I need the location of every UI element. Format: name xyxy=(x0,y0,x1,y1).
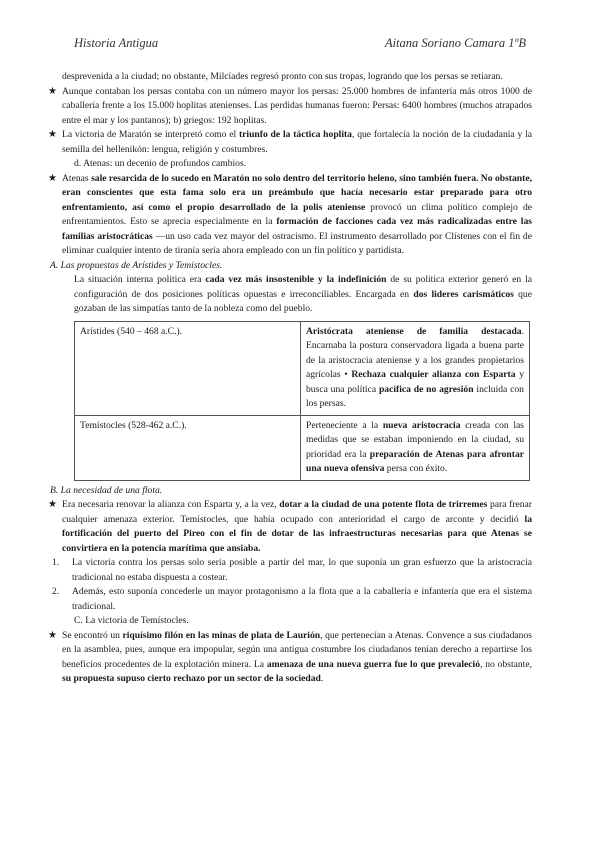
text-run: . xyxy=(320,673,324,684)
subsection-heading-c: C. La victoria de Temístocles. xyxy=(74,615,189,626)
text-run: Era necesaria renovar la alianza con Esparta y, a la vez, xyxy=(62,499,280,510)
text-run: Perteneciente a la xyxy=(306,419,383,431)
star-bullet-icon: ★ xyxy=(48,629,57,641)
text-run: provocó un clima político complejo de enfrentamientos. Esto se aprecia especialmente en la xyxy=(62,201,532,227)
text-run: de su política exterior generó en la configuración de dos posiciones políticas opuestas e irreconciliables. Encargada en xyxy=(74,274,532,300)
text-run: , que pertenecían a Atenas. Convence a sus ciudadanos en la asamblea, pues, aunque era impopular, según una antigua costumbre los ciudadanos tenían derecho a repartirse los beneficios procedentes de la explotación minera. La xyxy=(62,629,532,670)
text-run: creada con las medidas que se estaban imponiendo en la ciudad, su prioridad era la xyxy=(306,419,525,460)
table-cell-leader-description xyxy=(301,321,530,415)
list-number: 1. xyxy=(52,557,60,568)
bold-run: riquísimo filón en las minas de plata de Laurión xyxy=(122,629,321,641)
numbered-item-2 xyxy=(46,585,532,614)
bold-run: formación de facciones cada vez más radicalizadas entre las familias aristocráticas xyxy=(62,216,532,242)
text-run: y busca una política xyxy=(306,369,524,395)
list-text: La victoria contra los persas solo sería posible a partir del mar, lo que suponía un gran esfuerzo que la aristocracia tradicional no estaba dispuesta a costear. xyxy=(72,557,532,583)
header-course-title: Historia Antigua xyxy=(74,36,159,50)
list-text: Además, esto suponía concederle un mayor protagonismo a la flota que a la caballería e infantería que era el sistema tradicional. xyxy=(72,586,532,612)
bullet-item-army-size xyxy=(46,85,532,129)
text-run: , que fortalecía la noción de la ciudadanía y la semilla del hellenikón: lengua, religión y costumbres. xyxy=(62,129,532,155)
header-author: Aitana Soriano Camara 1ºB xyxy=(384,36,526,50)
paragraph-continuation: desprevenida a la ciudad; no obstante, Milcíades regresó pronto con sus tropas, logrando que los persas se retiaran. xyxy=(62,71,503,82)
numbered-item-1 xyxy=(46,556,532,585)
text-run: La situación interna política era xyxy=(74,274,206,285)
star-bullet-icon: ★ xyxy=(48,85,57,97)
text-run: para frenar cualquier amenaza exterior. Temístocles, que había ocupado con anterioridad el cargo de arconte y decidió xyxy=(62,499,532,525)
text-run: La victoria de Maratón se interpretó como el xyxy=(62,129,239,140)
bold-run: dos lideres carismáticos xyxy=(413,288,514,300)
bold-run: pacífica de no agresión xyxy=(378,383,474,395)
text-run: Se encontró un xyxy=(62,629,123,641)
paragraph-political-situation xyxy=(46,273,532,317)
table-cell-leader-description xyxy=(301,415,530,480)
bold-run: preparación de Atenas para afrontar una nueva ofensiva xyxy=(306,448,524,474)
bold-run: cada vez más insostenible y la indefinición xyxy=(205,274,387,285)
star-bullet-icon: ★ xyxy=(48,499,57,510)
bold-run: amenaza de una nueva guerra fue lo que prevaleció xyxy=(266,658,480,670)
table-row xyxy=(75,415,530,480)
bold-run: la fortificación del puerto del Pireo con el fin de dotar de las infraestructuras necesarias para que Atenas se convirtiera en la potencia marítima que ansiaba. xyxy=(62,513,532,554)
text-run: Atenas xyxy=(62,172,92,184)
bold-run: dotar a la ciudad de una potente flota de trirremes xyxy=(279,499,488,510)
page-header xyxy=(74,36,526,54)
bold-run: nueva aristocracia xyxy=(382,419,461,431)
text-run: —un uso cada vez mayor del ostracismo. El instrumento desarrollado por Clístenes con el fin de eliminar cualquier intento de tiranía sería ahora empleado con un fin político y partidista. xyxy=(62,230,532,256)
bold-run: su propuesta supuso cierto rechazo por un sector de la sociedad xyxy=(62,673,321,684)
text-run: que gozaban de las simpatías tanto de la nobleza como del pueblo. xyxy=(74,288,532,314)
star-bullet-icon: ★ xyxy=(48,172,57,184)
subsection-heading-d: d. Atenas: un decenio de profundos cambios. xyxy=(74,158,247,169)
document-body xyxy=(46,70,532,687)
leaders-table xyxy=(74,321,530,481)
bold-run: Aristócrata ateniense de familia destacada xyxy=(306,325,522,337)
bullet-item-athens-aftermath xyxy=(46,172,532,259)
bold-run: triunfo de la táctica hoplita xyxy=(238,129,352,140)
text-run: incluida con los persas. xyxy=(306,383,524,409)
bullet-item-marathon-victory xyxy=(46,128,532,157)
table-cell-leader-name: Arístides (540 – 468 a.C.). xyxy=(75,321,301,415)
section-heading-a: A. Las propuestas de Arístides y Temístocles. xyxy=(50,259,223,271)
text-run: persa con éxito. xyxy=(384,463,448,474)
table-row xyxy=(75,321,530,415)
bold-run: Rechaza cualquier alianza con Esparta xyxy=(351,369,516,380)
bullet-text: Aunque contaban los persas contaba con un número mayor los persas: 25.000 hombres de infantería más otros 1000 de caballería frente a los 15.000 hoplitas atenienses. Las perdidas humanas fueron: Persas: 6400 hombres (muchos atrapados entre el mar y los pantanos); b) griegos: 192 hoplitas. xyxy=(62,85,532,126)
list-number: 2. xyxy=(52,586,60,597)
bullet-item-laurion-mines xyxy=(46,629,532,687)
table-cell-leader-name: Temístocles (528-462 a.C.). xyxy=(75,415,301,480)
bold-run: sale resarcida de lo sucedo en Maratón no solo dentro del territorio heleno, sino también fuera. No obstante, eran conscientes que esta fama solo era un preámbulo que hacía necesario estar preparado para otro enfrentamiento, así como el propio desarrollado de la polis ateniense xyxy=(62,172,532,213)
text-run: . Encarnaba la postura conservadora ligada a buena parte de la aristocracia ateniense y a los grandes propietarios agrícolas • xyxy=(306,325,524,380)
text-run: , no obstante, xyxy=(480,658,532,670)
section-heading-b: B. La necesidad de una flota. xyxy=(50,484,163,496)
bullet-item-fleet-need xyxy=(46,498,532,556)
star-bullet-icon: ★ xyxy=(48,129,57,140)
